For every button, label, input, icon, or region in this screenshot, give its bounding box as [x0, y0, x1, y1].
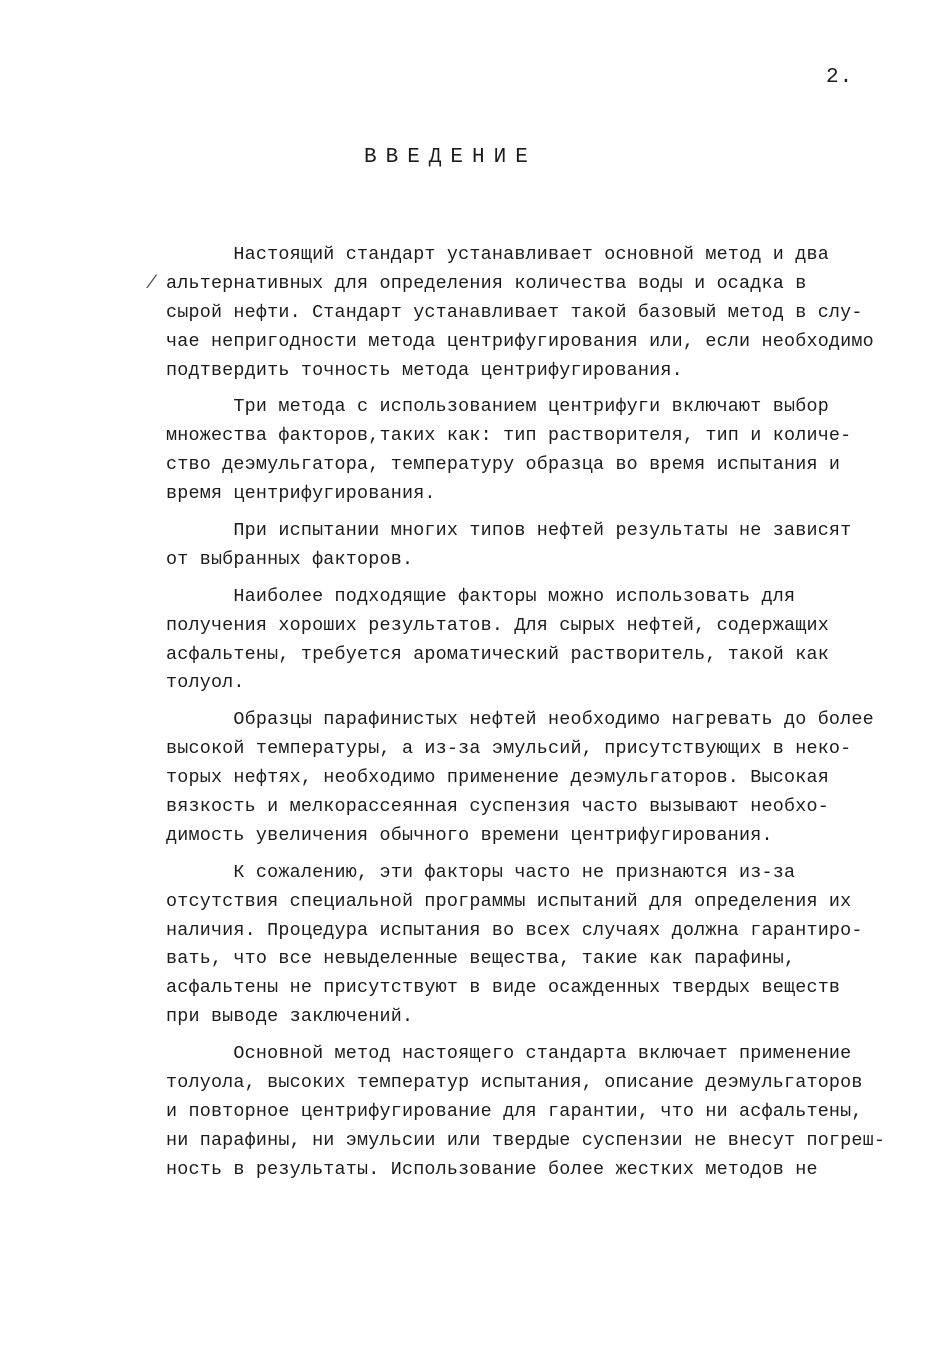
text-line: Образцы парафинистых нефтей необходимо нагревать до более [166, 709, 874, 731]
text-line: толуол. [166, 672, 245, 694]
text-line: сырой нефти. Стандарт устанавливает такой базовый метод в слу- [166, 301, 863, 323]
paragraph [166, 517, 926, 575]
text-line: асфальтены, требуется ароматический растворитель, такой как [166, 643, 829, 665]
text-line: наличия. Процедура испытания во всех случаях должна гарантиро- [166, 919, 863, 941]
text-line: димость увеличения обычного времени центрифугирования. [166, 824, 773, 846]
text-line: время центрифугирования. [166, 483, 436, 505]
paragraph [166, 583, 926, 699]
paragraph [166, 1040, 926, 1184]
text-line: вать, что все невыделенные вещества, такие как парафины, [166, 948, 796, 970]
text-line: Три метода с использованием центрифуги включают выбор [166, 396, 829, 418]
text-line: чае непригодности метода центрифугирования или, если необходимо [166, 330, 874, 352]
paragraph [166, 706, 926, 850]
text-line: ни парафины, ни эмульсии или твердые суспензии не внесут погреш- [166, 1129, 886, 1151]
text-line: и повторное центрифугирование для гарантии, что ни асфальтены, [166, 1100, 863, 1122]
text-line: множества факторов,таких как: тип растворителя, тип и количе- [166, 425, 852, 447]
text-line: ство деэмульгатора, температуру образца во время испытания и [166, 454, 841, 476]
paragraph [166, 859, 926, 1032]
text-line: высокой температуры, а из-за эмульсий, присутствующих в неко- [166, 738, 852, 760]
text-line: вязкость и мелкорассеянная суспензия часто вызывают необхо- [166, 796, 829, 818]
section-heading: ВВЕДЕНИЕ [364, 146, 537, 169]
text-line: К сожалению, эти факторы часто не признаются из-за [166, 861, 796, 883]
page-number: 2. [826, 66, 854, 89]
body-text [166, 241, 926, 1185]
text-line: подтвердить точность метода центрифугирования. [166, 359, 683, 381]
text-line: толуола, высоких температур испытания, описание деэмульгаторов [166, 1072, 863, 1094]
text-line: при выводе заключений. [166, 1006, 414, 1028]
text-line: Основной метод настоящего стандарта включает применение [166, 1043, 852, 1065]
text-line: асфальтены не присутствуют в виде осажденных твердых веществ [166, 977, 841, 999]
paragraph [166, 241, 926, 385]
text-line: торых нефтях, необходимо применение деэмульгаторов. Высокая [166, 767, 829, 789]
text-line: При испытании многих типов нефтей результаты не зависят [166, 520, 852, 542]
paragraph [166, 393, 926, 509]
handwritten-margin-mark: / [146, 274, 157, 294]
text-line: ность в результаты. Использование более жестких методов не [166, 1158, 818, 1180]
text-line: Наиболее подходящие факторы можно использовать для [166, 585, 796, 607]
text-line: получения хороших результатов. Для сырых нефтей, содержащих [166, 614, 829, 636]
text-line: отсутствия специальной программы испытаний для определения их [166, 890, 852, 912]
text-line: Настоящий стандарт устанавливает основной метод и два [166, 244, 829, 265]
text-line: альтернативных для определения количества воды и осадка в [166, 272, 807, 294]
text-line: от выбранных факторов. [166, 548, 414, 570]
